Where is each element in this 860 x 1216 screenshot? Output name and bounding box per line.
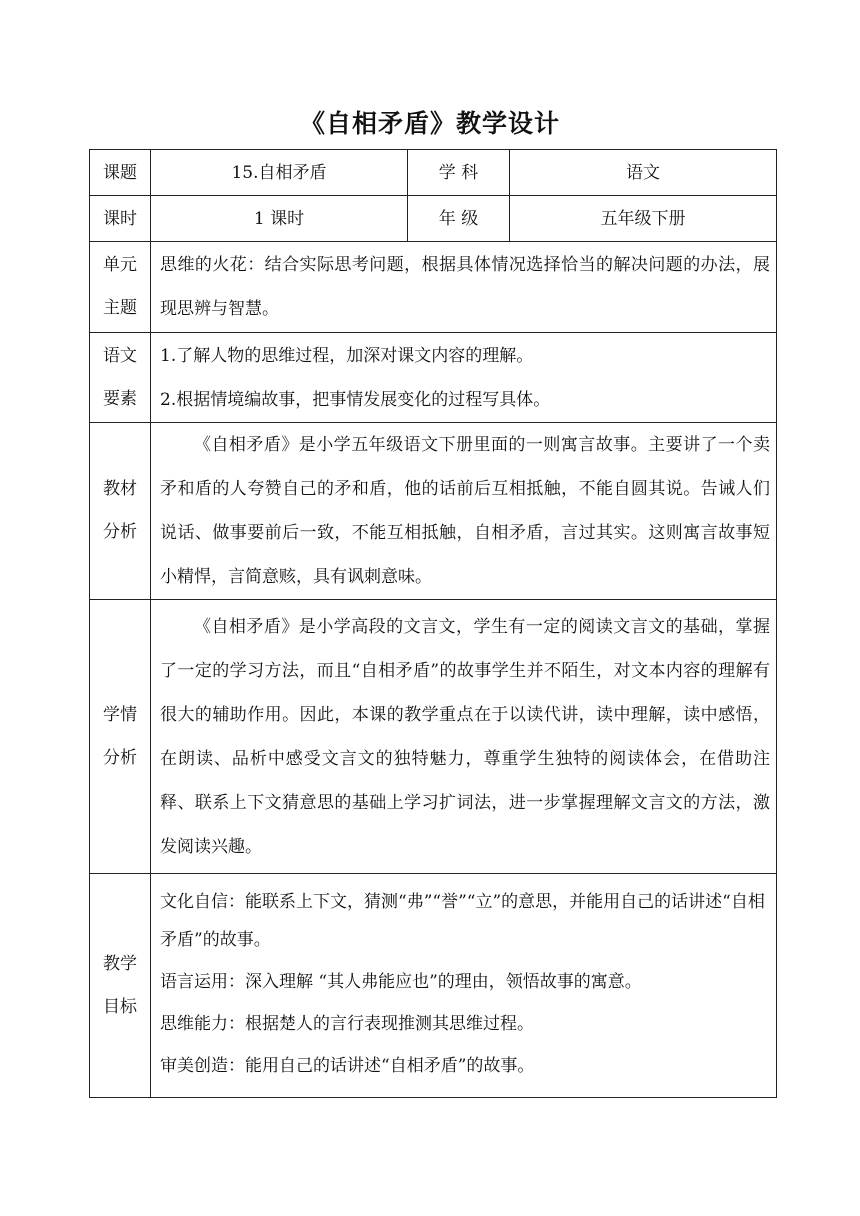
hours-label: 课时: [90, 196, 151, 242]
student-paragraph: 《自相矛盾》是小学高段的文言文，学生有一定的阅读文言文的基础，掌握了一定的学习方法，而且“自相矛盾”的故事学生并不陌生，对文本内容的理解有很大的辅助作用。因此，本课的教学重点在于以读代讲，读中理解，读中感悟，在朗读、品析中感受文言文的独特魅力，尊重学生独特的阅读体会，在借助注释、联系上下文猜意思的基础上学习扩词法，进一步掌握理解文言文的方法，激发阅读兴趣。: [160, 616, 770, 857]
course-value: 15.自相矛盾: [151, 150, 408, 196]
table-row: [90, 333, 777, 423]
goal-item: 思维能力：根据楚人的言行表现推测其思维过程。: [160, 1013, 534, 1034]
material-analysis-text: [151, 423, 777, 600]
material-label: 教材分析: [90, 423, 151, 600]
unit-label: 单元主题: [90, 242, 151, 333]
table-row: [90, 600, 777, 874]
table-row: [90, 150, 777, 196]
goals-label: 教学目标: [90, 874, 151, 1098]
element-item: 1.了解人物的思维过程，加深对课文内容的理解。: [160, 345, 534, 366]
table-row: [90, 874, 777, 1098]
goal-item: 语言运用：深入理解 “其人弗能应也”的理由，领悟故事的寓意。: [160, 971, 642, 992]
hours-value: 1 课时: [151, 196, 408, 242]
table-row: [90, 196, 777, 242]
element-item: 2.根据情境编故事，把事情发展变化的过程写具体。: [160, 389, 551, 410]
course-label: 课题: [90, 150, 151, 196]
grade-value: 五年级下册: [510, 196, 777, 242]
subject-label: 学 科: [408, 150, 510, 196]
student-analysis-text: [151, 600, 777, 874]
table-row: [90, 242, 777, 333]
elements-text: [151, 333, 777, 423]
unit-theme-text: [151, 242, 777, 333]
unit-theme-paragraph: 思维的火花：结合实际思考问题，根据具体情况选择恰当的解决问题的办法，展现思辨与智慧。: [160, 255, 770, 319]
grade-label: 年 级: [408, 196, 510, 242]
goal-item: 文化自信：能联系上下文，猜测“弗”“誉”“立”的意思，并能用自己的话讲述“自相矛盾”的故事。: [160, 891, 765, 950]
table-row: [90, 423, 777, 600]
material-paragraph: 《自相矛盾》是小学五年级语文下册里面的一则寓言故事。主要讲了一个卖矛和盾的人夸赞自己的矛和盾，他的话前后互相抵触，不能自圆其说。告诫人们说话、做事要前后一致，不能互相抵触，自相矛盾，言过其实。这则寓言故事短小精悍，言简意赅，具有讽刺意味。: [160, 435, 770, 587]
student-label: 学情分析: [90, 600, 151, 874]
goals-text: [151, 874, 777, 1098]
goal-item: 审美创造：能用自己的话讲述“自相矛盾”的故事。: [160, 1055, 535, 1076]
subject-value: 语文: [510, 150, 777, 196]
document-title: 《自相矛盾》教学设计: [299, 109, 560, 138]
elements-label: 语文要素: [90, 333, 151, 423]
lesson-plan-table: [89, 149, 777, 1098]
